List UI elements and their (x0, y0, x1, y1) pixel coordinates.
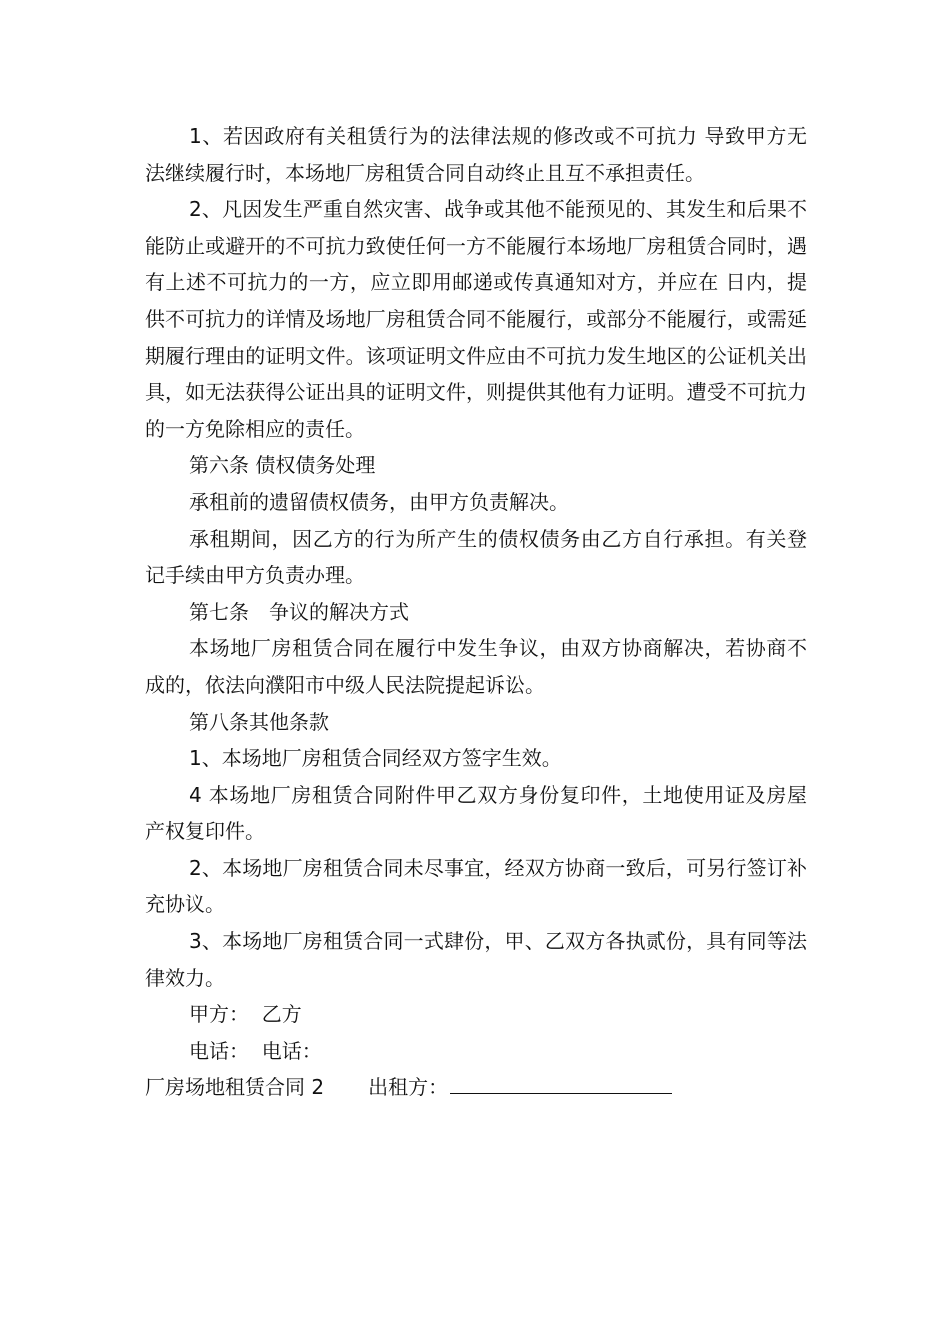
article-7-para-1: 本场地厂房租赁合同在履行中发生争议，由双方协商解决，若协商不成的，依法向濮阳市中级人民法院提起诉讼。 (145, 636, 807, 697)
article-8-item-1: 1、本场地厂房租赁合同经双方签字生效。 (189, 746, 562, 771)
article-8-item-2: 2、本场地厂房租赁合同未尽事宜，经双方协商一致后，可另行签订补充协议。 (145, 855, 807, 917)
clause-force-majeure-1: 1、若因政府有关租赁行为的法律法规的修改或不可抗力 导致甲方无法继续履行时，本场地厂房租赁合同自动终止且互不承担责任。 (145, 124, 807, 185)
article-6-para-1: 承租前的遗留债权债务，由甲方负责解决。 (189, 489, 569, 514)
document-body (145, 118, 807, 1106)
footer-line (145, 1069, 807, 1106)
signature-phone-line: 电话： 电话： (189, 1038, 322, 1063)
article-6-para-2: 承租期间，因乙方的行为所产生的债权债务由乙方自行承担。有关登记手续由甲方负责办理。 (145, 526, 807, 588)
article-8-item-4: 4 本场地厂房租赁合同附件甲乙双方身份复印件，土地使用证及房屋产权复印件。 (145, 782, 807, 844)
lessor-blank-line[interactable] (450, 1071, 672, 1094)
signature-parties-line: 甲方： 乙方 (189, 1002, 302, 1027)
article-6-heading: 第六条 债权债务处理 (189, 453, 376, 478)
article-8-item-3: 3、本场地厂房租赁合同一式肆份，甲、乙双方各执贰份，具有同等法律效力。 (145, 929, 807, 990)
clause-force-majeure-2: 2、凡因发生严重自然灾害、战争或其他不能预见的、其发生和后果不能防止或避开的不可抗力致使任何一方不能履行本场地厂房租赁合同时，遇有上述不可抗力的一方，应立即用邮递或传真通知对方，并应在 日内，提供不可抗力的详情及场地厂房租赁合同不能履行，或部分不能履行，或需延期履行理由的证明文件。该项证明文件应由不可抗力发生地区的公证机关出具，如无法获得公证出具的证明文件，则提供其他有力证明。遭受不可抗力的一方免除相应的责任。 (145, 197, 807, 441)
lessor-label: 出租方： (368, 1075, 449, 1100)
contract-2-title: 厂房场地租赁合同 2 (145, 1075, 325, 1100)
article-7-heading: 第七条 争议的解决方式 (189, 599, 409, 624)
article-8-heading: 第八条其他条款 (189, 709, 329, 734)
